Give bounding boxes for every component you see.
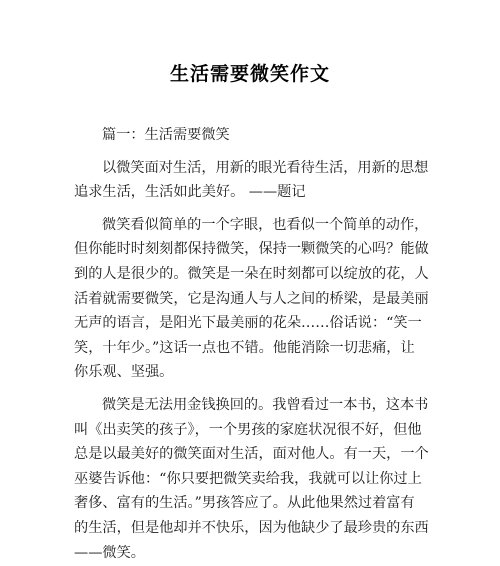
document-body <box>74 123 429 565</box>
text-line: 叫《出卖笑的孩子》，一个男孩的家庭状况很不好，但他 <box>74 421 422 438</box>
text-line: 的生活，但是他却并不快乐，因为他缺少了最珍贵的东西 <box>74 519 429 536</box>
text-line: 巫婆告诉他：“你只要把微笑卖给我，我就可以让你过上 <box>74 470 422 487</box>
text-line: 奢侈、富有的生活。”男孩答应了。从此他果然过着富有 <box>74 495 415 512</box>
text-line: 微笑是无法用金钱换回的。我曾看过一本书，这本书 <box>102 396 429 413</box>
text-line: 到的人是很少的。微笑是一朵在时刻都可以绽放的花，人 <box>74 265 429 282</box>
text-line: 总是以最美好的微笑面对生活，面对他人。有一天，一个 <box>74 446 429 463</box>
text-line: 你乐观、坚强。 <box>74 364 174 381</box>
text-line: ——微笑。 <box>74 544 145 561</box>
document-title: 生活需要微笑作文 <box>169 63 330 85</box>
text-line: 但你能时时刻刻都保持微笑，保持一颗微笑的心吗？能做 <box>74 241 429 258</box>
text-line: 以微笑面对生活，用新的眼光看待生活，用新的思想 <box>102 159 429 176</box>
text-line: 篇一：生活需要微笑 <box>102 127 230 143</box>
text-line: 笑，十年少。”这话一点也不错。他能消除一切悲痛，让 <box>74 339 415 356</box>
text-line: 无声的语言，是阳光下最美丽的花朵……俗话说：“笑一 <box>74 315 422 332</box>
text-line: 活着就需要微笑，它是沟通人与人之间的桥梁，是最美丽 <box>74 290 429 307</box>
text-line: 追求生活，生活如此美好。 ——题记 <box>74 184 306 201</box>
text-line: 微笑看似简单的一个字眼，也看似一个简单的动作， <box>102 216 429 233</box>
